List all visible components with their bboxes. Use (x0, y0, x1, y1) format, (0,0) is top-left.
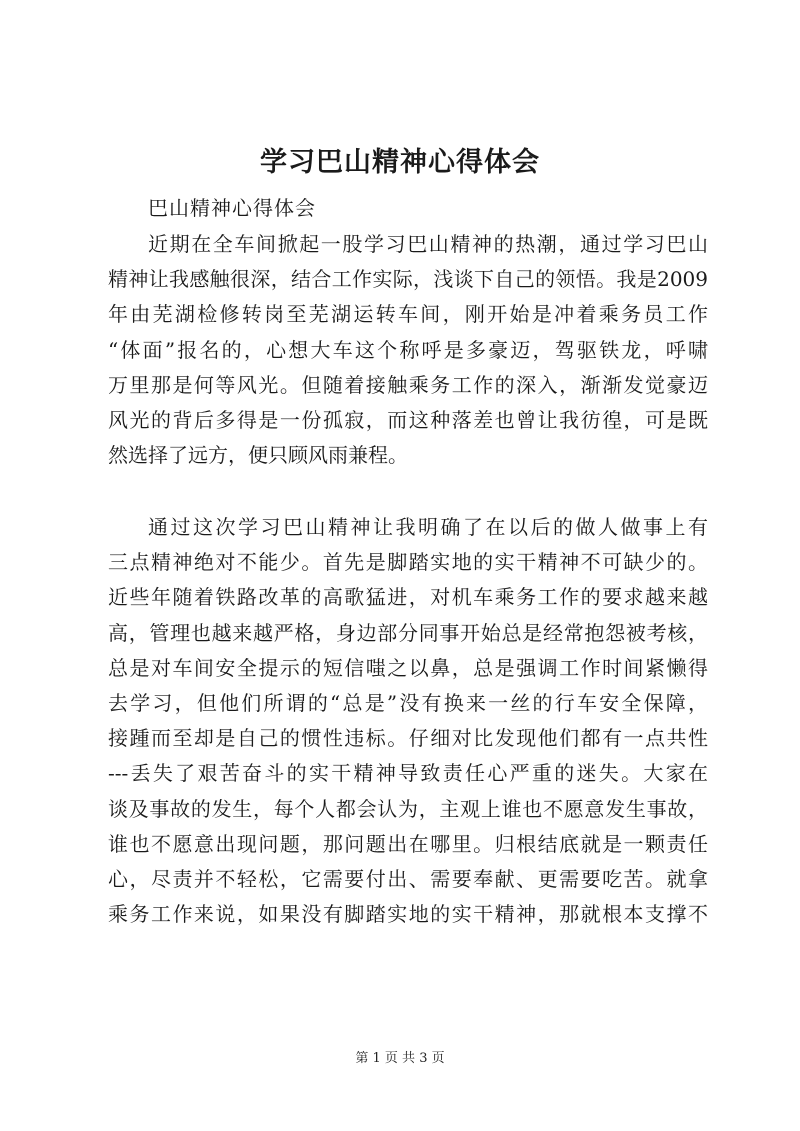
paragraph-line: ---丢失了艰苦奋斗的实干精神导致责任心严重的迷失。大家在 (108, 761, 708, 786)
paragraph-line: 谈及事故的发生，每个人都会认为，主观上谁也不愿意发生事故， (108, 796, 708, 821)
paragraph-line: 近些年随着铁路改革的高歌猛进，对机车乘务工作的要求越来越 (108, 585, 708, 610)
paragraph-line: 去学习，但他们所谓的“总是”没有换来一丝的行车安全保障， (108, 690, 708, 715)
paragraph-2 (108, 510, 708, 932)
paragraph-line: 心，尽责并不轻松，它需要付出、需要奉献、更需要吃苦。就拿 (108, 866, 708, 891)
paragraph-line: “体面”报名的，心想大车这个称呼是多豪迈，驾驱铁龙，呼啸 (108, 337, 708, 362)
paragraph-1 (108, 227, 708, 473)
paragraph-line: 然选择了远方，便只顾风雨兼程。 (108, 443, 408, 468)
paragraph-line: 总是对车间安全提示的短信嗤之以鼻，总是强调工作时间紧懒得 (108, 655, 708, 680)
paragraph-line: 谁也不愿意出现问题，那问题出在哪里。归根结底就是一颗责任 (108, 831, 708, 856)
paragraph-line: 三点精神绝对不能少。首先是脚踏实地的实干精神不可缺少的。 (108, 550, 708, 575)
paragraph-line: 年由芜湖检修转岗至芜湖运转车间，刚开始是冲着乘务员工作 (108, 302, 708, 327)
paragraph-line: 接踵而至却是自己的惯性违标。仔细对比发现他们都有一点共性 (108, 726, 708, 751)
document-subtitle: 巴山精神心得体会 (148, 196, 316, 220)
paragraph-line: 万里那是何等风光。但随着接触乘务工作的深入，渐渐发觉豪迈 (108, 372, 708, 397)
paragraph-line: 近期在全车间掀起一股学习巴山精神的热潮，通过学习巴山 (148, 232, 708, 256)
paragraph-line: 风光的背后多得是一份孤寂，而这种落差也曾让我彷徨，可是既 (108, 407, 708, 432)
page-indicator: 第 1 页 共 3 页 (355, 1051, 445, 1066)
paragraph-line: 高，管理也越来越严格，身边部分同事开始总是经常抱怨被考核， (108, 620, 708, 645)
paragraph-line: 精神让我感触很深，结合工作实际，浅谈下自己的领悟。我是2009 (108, 267, 708, 292)
paragraph-line: 通过这次学习巴山精神让我明确了在以后的做人做事上有 (148, 515, 708, 539)
paragraph-line: 乘务工作来说，如果没有脚踏实地的实干精神，那就根本支撑不 (108, 902, 708, 927)
document-title: 学习巴山精神心得体会 (260, 147, 540, 178)
